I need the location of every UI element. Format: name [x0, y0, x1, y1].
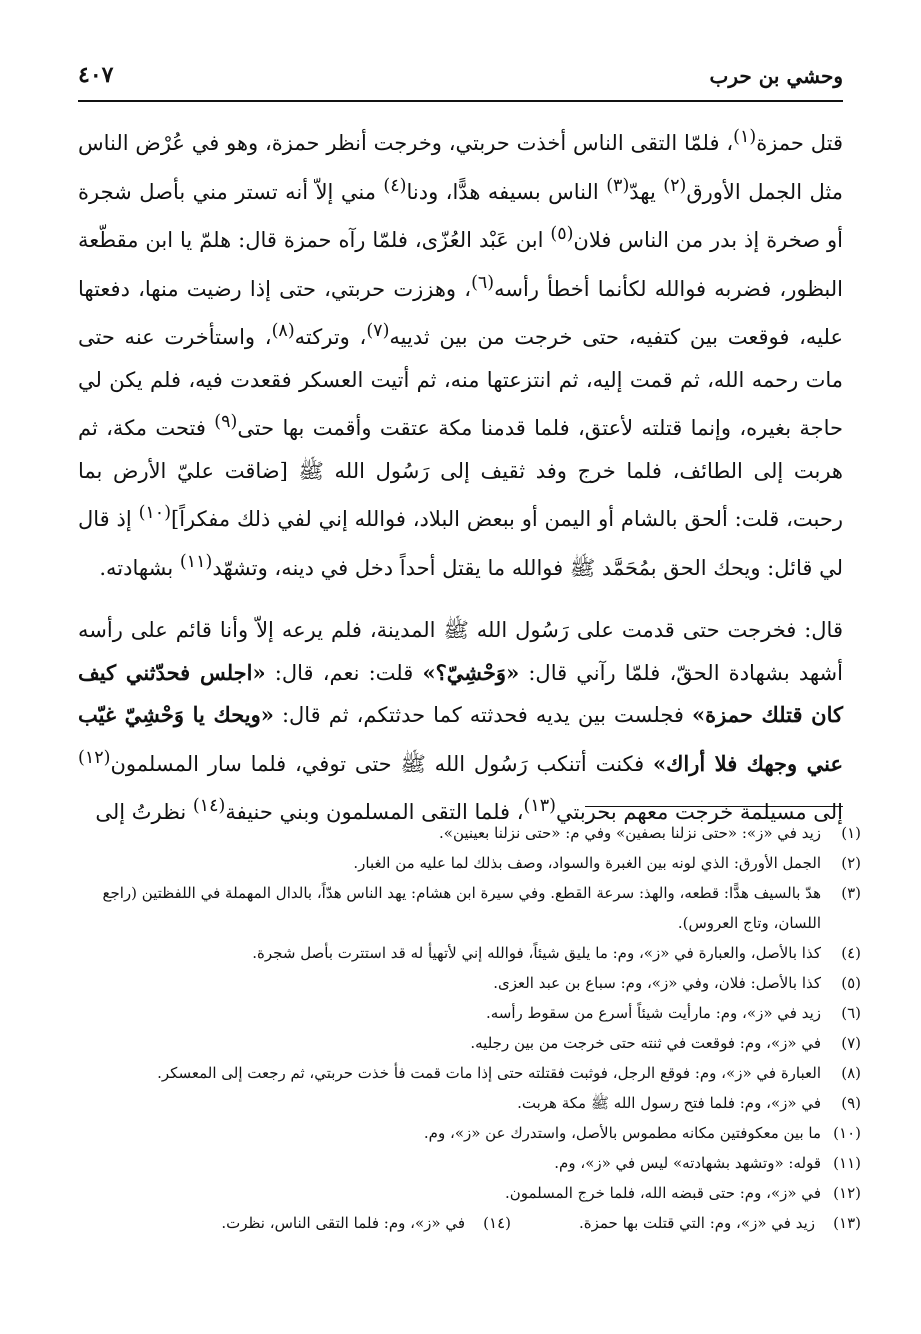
footnote-marker: (٧) [366, 321, 390, 341]
footnote-1 [78, 818, 861, 848]
quote-bold: «وَحْشِيّ؟» [422, 659, 520, 685]
footnote-text: في «ز»، وم: فلما التقى الناس، نظرت. [221, 1214, 465, 1232]
footnote-2 [78, 848, 861, 878]
text-run: فتحت مكة، ثم هربت إلى الطائف، فلما خرج وفد ثقيف إلى رَسُول الله ﷺ [ضاقت عليّ الأرض بما رحبت، قلت: ألحق بالشام أو اليمن أو ببعض البلاد، فوالله إني لفي ذلك مفكراً] [78, 416, 844, 531]
text-run: قتل حمزة [756, 131, 844, 155]
footnote-number: (٥) [841, 974, 861, 992]
footnote-text: زيد في «ز»: «حتى نزلنا بصفين» وفي م: «حتى نزلنا بعينين». [439, 824, 821, 842]
text-run: ، واستأخرت عنه حتى مات رحمه الله، ثم قمت إليه، ثم انتزعتها منه، ثم أتيت العسكر فقعدت فيه، فلم يكن لي حاجة بغيره، وإنما قتلته لأعتق، فلما قدمنا مكة عتقت وأقمت بها حتى [78, 325, 843, 440]
footnote-number: (٦) [841, 1004, 861, 1022]
footnote-text: هدّ بالسيف هدًّا: قطعه، والهذ: سرعة القطع. وفي سيرة ابن هشام: يهد الناس هدّاً، بالدال المهملة في اللفظتين (راجع اللسان، وتاج العروس). [102, 884, 821, 932]
footnote-text: الجمل الأورق: الذي لونه بين الغبرة والسواد، وصف بذلك لما عليه من الغبار. [353, 854, 821, 872]
header-rule [78, 100, 843, 102]
footnote-11 [78, 1148, 861, 1178]
footnote-number: (٤) [841, 944, 861, 962]
footnote-marker: (١٢) [78, 747, 111, 768]
footnote-5 [78, 968, 861, 998]
text-run: يهدّ [629, 179, 664, 204]
footnote-number: (١) [841, 824, 861, 842]
quote-bold: «ويحك يا وَحْشِيّ غيّب عني وجهك فلا أراك» [78, 702, 843, 776]
footnote-6 [78, 998, 861, 1028]
footnote-12 [78, 1178, 861, 1208]
footnote-9 [78, 1088, 861, 1118]
footnote-marker: (١٣) [523, 796, 556, 816]
footnote-text: كذا بالأصل: فلان، وفي «ز»، وم: سباع بن عبد العزى. [493, 974, 821, 992]
text-run: نظرتُ إلى [95, 800, 193, 824]
text-run: إذ قال لي قائل: ويحك الحق بمُحَمَّد ﷺ فوالله ما يقتل أحداً دخل في دينه، وتشهّد [78, 507, 843, 580]
footnote-number: (٧) [841, 1034, 861, 1052]
quote-bold: «اجلس فحدّثني كيف كان قتلك حمزة» [78, 659, 844, 727]
footnote-marker: (٤) [383, 175, 407, 196]
footnote-text: العبارة في «ز»، وم: فوقع الرجل، فوثبت فقتلته حتى إذا مات قمت فأ خذت حربتي، ثم رجعت إلى المعسكر. [157, 1064, 821, 1082]
footnote-marker: (٨) [271, 321, 295, 341]
footnote-marker: (١١) [179, 551, 213, 572]
footnote-number: (١٠) [833, 1124, 861, 1142]
footnote-number: (٣) [841, 884, 861, 902]
text-run: ، وتركته [294, 325, 367, 349]
footnote-marker: (٢) [663, 175, 687, 196]
footnote-7 [78, 1028, 861, 1058]
text-run: بشهادته. [99, 555, 180, 580]
footnote-4 [78, 938, 861, 968]
footnote-text: قوله: «وتشهد بشهادته» ليس في «ز»، وم. [554, 1154, 821, 1172]
footnote-10 [78, 1118, 861, 1148]
footnote-text: زيد في «ز»، وم: التي قتلت بها حمزة. [578, 1214, 815, 1232]
text-run: مني إلاّ أنه تستر مني بأصل شجرة أو صخرة إذ بدر من الناس فلان [78, 179, 843, 252]
text-run: الناس بسيفه هدًّا، ودنا [406, 179, 607, 204]
footnote-marker: (٩) [214, 412, 238, 432]
footnote-number: (١١) [833, 1154, 861, 1172]
text-run: ، فلما التقى المسلمون وبني حنيفة [225, 800, 524, 824]
footnote-text: كذا بالأصل، والعبارة في «ز»، وم: ما يليق شيئاً، فوالله إني لأتهيأ له قد استترت بأصل شجرة. [252, 944, 821, 962]
text-run: ابن عَبْد العُزّى، فلمّا رآه حمزة قال: هلمّ يا ابن مقطّعة البظور، فضربه فوالله لكأنما أخطأ رأسه [78, 228, 843, 301]
footnote-13 [511, 1208, 861, 1238]
footnote-marker: (١٠) [138, 503, 172, 523]
text-run: قال: فخرجت حتى قدمت على رَسُول الله ﷺ المدينة، فلم يرعه إلاّ وأنا قائم على رأسه أشهد بشهادة الحقّ، فلمّا رآني قال: [78, 618, 843, 685]
text-run: فجلست بين يديه فحدثته كما حدثتكم، ثم قال: [273, 703, 692, 727]
footnote-3 [78, 878, 861, 938]
text-run: ، وهززت حربتي، حتى إذا رضيت منها، دفعتها عليه، فوقعت بين كتفيه، حتى خرجت من بين ثدييه [78, 276, 843, 349]
text-run: ، فلمّا التقى الناس أخذت حربتي، وخرجت أنظر حمزة، وهو في عُرْض الناس مثل الجمل الأورق [78, 131, 843, 204]
footnote-marker: (٣) [606, 175, 630, 196]
text-run: فكنت أتنكب رَسُول الله ﷺ حتى توفي، فلما سار المسلمون [110, 751, 653, 776]
footnote-rule [585, 806, 843, 807]
footnote-number: (٨) [841, 1064, 861, 1082]
footnote-number: (٢) [841, 854, 861, 872]
page-number: ٤٠٧ [78, 62, 114, 88]
footnote-number: (٩) [841, 1094, 861, 1112]
footnote-text: في «ز»، وم: فوقعت في ثنته حتى خرجت من بين رجليه. [470, 1034, 821, 1052]
page-header [78, 56, 843, 96]
main-text [78, 116, 843, 834]
footnote-number: (١٣) [833, 1214, 861, 1232]
footnotes [78, 818, 861, 1238]
footnote-14 [221, 1208, 511, 1238]
footnote-marker: (٦) [471, 272, 495, 293]
footnote-text: زيد في «ز»، وم: مارأيت شيئاً أسرع من سقوط رأسه. [486, 1004, 821, 1022]
footnote-text: في «ز»، وم: حتى قبضه الله، فلما خرج المسلمون. [504, 1184, 821, 1202]
running-title: وحشي بن حرب [709, 64, 843, 88]
paragraph-2 [78, 609, 843, 834]
footnote-number: (١٢) [833, 1184, 861, 1202]
footnote-number: (١٤) [483, 1214, 511, 1232]
footnote-marker: (١٤) [192, 796, 226, 816]
footnote-marker: (٥) [550, 224, 574, 244]
footnote-text: في «ز»، وم: فلما فتح رسول الله ﷺ مكة هربت. [517, 1094, 821, 1112]
text-run: إلى مسيلمة خرجت معهم بحربتي [556, 800, 843, 824]
paragraph-1 [78, 116, 843, 589]
footnote-pair [78, 1208, 861, 1238]
footnote-text: ما بين معكوفتين مكانه مطموس بالأصل، واستدرك عن «ز»، وم. [423, 1124, 821, 1142]
footnote-marker: (١) [733, 127, 757, 147]
text-run: قلت: نعم، قال: [265, 660, 423, 685]
footnote-8 [78, 1058, 861, 1088]
